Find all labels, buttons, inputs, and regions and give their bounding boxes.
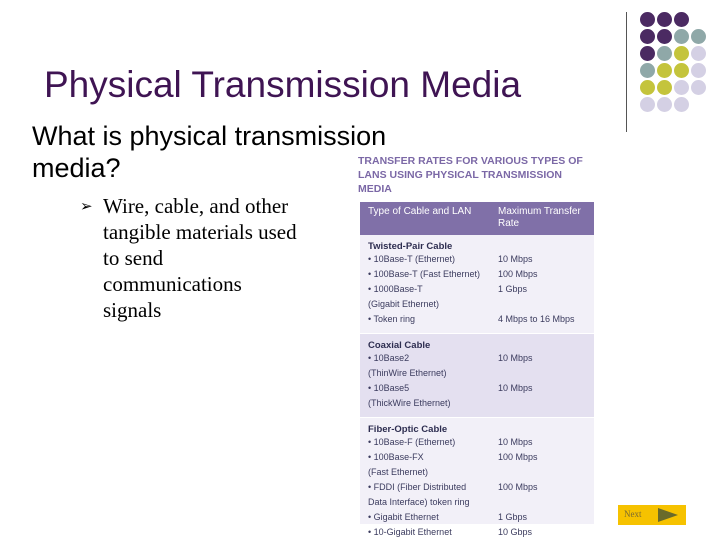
column-header-rate: Maximum Transfer Rate <box>498 206 581 229</box>
transfer-rate-cell: 10 Mbps <box>498 383 533 393</box>
table-body <box>360 235 594 540</box>
decorative-dot <box>640 12 655 27</box>
transfer-rate-cell: 1 Gbps <box>498 512 528 522</box>
column-header-type: Type of Cable and LAN <box>368 206 472 217</box>
decorative-dot <box>674 29 689 44</box>
table-row <box>360 297 594 312</box>
decorative-dot <box>691 80 706 95</box>
cable-type-cell: • 10Base5 <box>368 383 410 393</box>
transfer-rate-cell: 10 Mbps <box>498 254 533 264</box>
table-section <box>360 235 594 334</box>
transfer-rate-cell: 4 Mbps to 16 Mbps <box>498 314 575 324</box>
transfer-rate-table <box>360 202 594 537</box>
bullet-text: Wire, cable, and other tangible materials used to send communications signals <box>103 194 297 322</box>
slide-title: Physical Transmission Media <box>44 64 522 105</box>
table-row <box>360 282 594 297</box>
transfer-rate-cell: 10 Mbps <box>498 353 533 363</box>
decorative-dot <box>674 80 689 95</box>
cable-type-cell: • 10-Gigabit Ethernet <box>368 527 452 537</box>
decorative-dot <box>674 46 689 61</box>
cable-type-cell: (Fast Ethernet) <box>368 467 429 477</box>
table-row <box>360 435 594 450</box>
table-row <box>360 495 594 510</box>
decorative-dot <box>657 97 672 112</box>
decorative-dot <box>674 63 689 78</box>
table-header <box>360 202 594 235</box>
decorative-dot <box>674 12 689 27</box>
decorative-dot <box>674 97 689 112</box>
transfer-rate-cell: 100 Mbps <box>498 452 538 462</box>
cable-type-cell: • 10Base-T (Ethernet) <box>368 254 456 264</box>
decorative-dot <box>691 46 706 61</box>
transfer-rate-cell: 100 Mbps <box>498 269 538 279</box>
transfer-rate-cell: 1 Gbps <box>498 284 528 294</box>
table-row <box>360 267 594 282</box>
table-row <box>360 381 594 396</box>
cable-type-cell: (ThinWire Ethernet) <box>368 368 447 378</box>
cable-type-cell: • 100Base-T (Fast Ethernet) <box>368 269 481 279</box>
section-title: Fiber-Optic Cable <box>368 424 448 435</box>
transfer-rate-cell: 10 Gbps <box>498 527 533 537</box>
cable-type-cell: (ThickWire Ethernet) <box>368 398 451 408</box>
section-title: Coaxial Cable <box>368 340 431 351</box>
table-row <box>360 252 594 267</box>
table-row <box>360 465 594 480</box>
table-row <box>360 525 594 540</box>
divider-line <box>626 12 627 132</box>
slide-subtitle: What is physical transmission media? <box>32 121 387 183</box>
table-row <box>360 450 594 465</box>
cable-type-cell: • 100Base-FX <box>368 452 424 462</box>
decorative-dot <box>657 80 672 95</box>
cable-type-cell: (Gigabit Ethernet) <box>368 299 440 309</box>
decorative-dot <box>657 12 672 27</box>
decorative-dot <box>640 29 655 44</box>
cable-type-cell: • Token ring <box>368 314 416 324</box>
decorative-dot <box>640 80 655 95</box>
table-section <box>360 334 594 418</box>
figure-heading: TRANSFER RATES FOR VARIOUS TYPES OF LANS USING PHYSICAL TRANSMISSION MEDIA <box>358 155 583 195</box>
table-row <box>360 396 594 411</box>
decorative-dot <box>640 63 655 78</box>
cable-type-cell: • 1000Base-T <box>368 284 423 294</box>
table-row <box>360 351 594 366</box>
bullet-arrow-icon: ➢ <box>80 198 93 215</box>
decorative-dot <box>691 63 706 78</box>
next-label: Next <box>624 509 642 519</box>
table-row <box>360 366 594 381</box>
decorative-dot <box>691 29 706 44</box>
decorative-dot <box>657 29 672 44</box>
transfer-rate-cell: 100 Mbps <box>498 482 538 492</box>
table-row <box>360 510 594 525</box>
decorative-dot <box>657 63 672 78</box>
decorative-dot <box>640 97 655 112</box>
decorative-dot <box>657 46 672 61</box>
decorative-dot <box>640 46 655 61</box>
next-button[interactable] <box>618 505 686 525</box>
decorative-dot-grid <box>640 12 720 122</box>
cable-type-cell: • 10Base-F (Ethernet) <box>368 437 456 447</box>
cable-type-cell: • Gigabit Ethernet <box>368 512 439 522</box>
cable-type-cell: Data Interface) token ring <box>368 497 470 507</box>
cable-type-cell: • FDDI (Fiber Distributed <box>368 482 467 492</box>
section-title: Twisted-Pair Cable <box>368 241 453 252</box>
table-row <box>360 480 594 495</box>
table-section <box>360 418 594 540</box>
cable-type-cell: • 10Base2 <box>368 353 410 363</box>
table-row <box>360 312 594 327</box>
next-arrow-icon <box>658 508 678 522</box>
transfer-rate-cell: 10 Mbps <box>498 437 533 447</box>
